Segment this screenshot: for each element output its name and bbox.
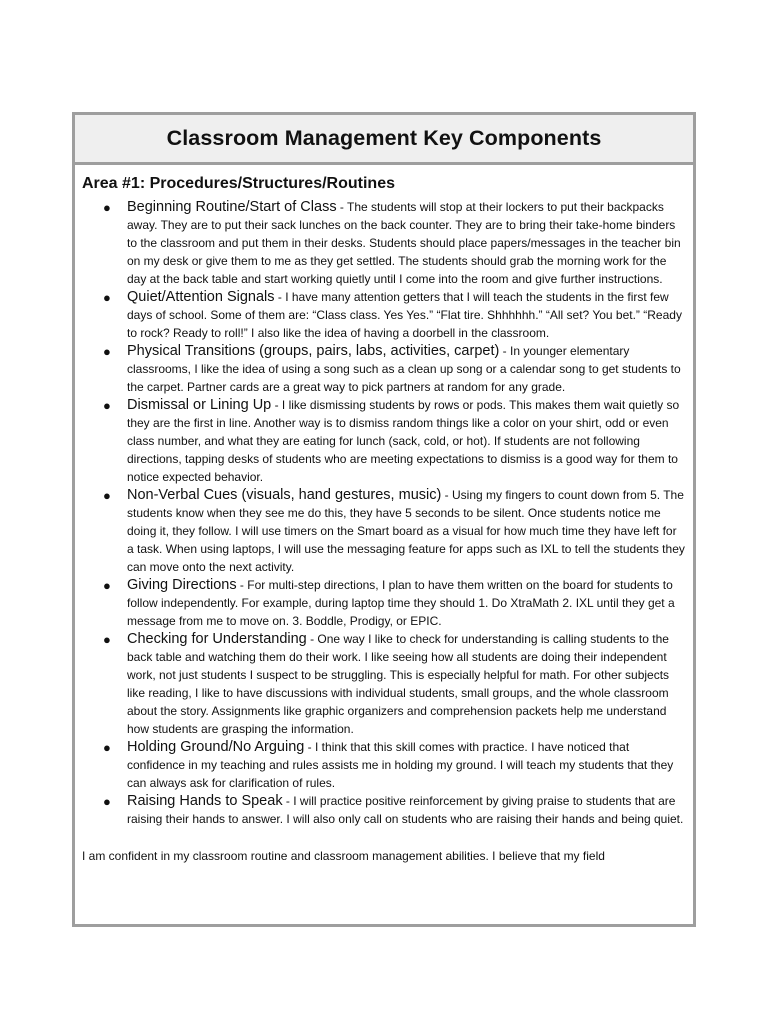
item-separator: - — [306, 632, 318, 646]
item-text: I think that this skill comes with practice. I have noticed that confidence in my teaching and rules assists me in holding my ground. I will teach my students that they can always ask for clarification of rules. — [127, 740, 674, 790]
item-text: Using my fingers to count down from 5. The students know when they see me do this, they have 5 seconds to be silent. Once students notice me doing it, they follow. I will use timers on the Smart board as a visual for how much time they have left for a task. When using laptops, I will use the messaging feature for apps such as IXL to tell the students they can move onto the next activity. — [127, 488, 685, 574]
bullet-icon: ● — [103, 632, 111, 647]
item-separator: - — [282, 794, 294, 808]
list-item — [81, 486, 687, 576]
item-text: For multi-step directions, I plan to have them written on the board for students to follow independently. For example, during laptop time they should 1. Do XtraMath 2. IXL until they get a message from me to move on. 3. Boddle, Prodigy, or EPIC. — [127, 578, 675, 628]
list-item — [81, 792, 687, 828]
item-separator: - — [441, 488, 452, 502]
item-separator: - — [236, 578, 248, 592]
item-text: I like dismissing students by rows or pods. This makes them wait quietly so they are the first in line. Another way is to dismiss random things like a color on your shirt, odd or even class number, and what they are eating for lunch (sack, cold, or hot). If students are not following directions, tapping desks of students who are meeting expectations to dismiss is a good way for them to notice expected behavior. — [127, 398, 680, 484]
item-text: One way I like to check for understanding is calling students to the back table and watching them do their work. I like seeing how all students are doing their independent work, not just students I suspect to be struggling. This is especially helpful for math. For other subjects like reading, I like to have discussions with individual students, small groups, and the whole classroom about the story. Assignments like graphic organizers and comprehension packets help me understand how students are grasping the information. — [127, 632, 670, 736]
list-item — [81, 288, 687, 342]
item-separator: - — [304, 740, 316, 754]
list-item — [81, 630, 687, 738]
item-title: Dismissal or Lining Up — [127, 397, 272, 413]
bullet-icon: ● — [103, 344, 111, 359]
bullet-icon: ● — [103, 488, 111, 503]
list-item — [81, 342, 687, 396]
content-cell — [75, 165, 693, 865]
bullet-icon: ● — [103, 794, 111, 809]
item-separator: - — [499, 344, 510, 358]
item-text: I have many attention getters that I will teach the students in the first few days of school. Some of them are: “Class class. Yes Yes.” “Flat tire. Shhhhhh.” “All set? You bet.” “Ready to rock? Ready to roll!” I also like the idea of having a doorbell in the classroom. — [127, 290, 682, 340]
bullet-icon: ● — [103, 200, 111, 215]
item-text: In younger elementary classrooms, I like the idea of using a song such as a clean up song or a calendar song to get students to the carpet. Partner cards are a great way to pick partners at random for any grade. — [127, 344, 681, 394]
bullet-icon: ● — [103, 578, 111, 593]
item-title: Beginning Routine/Start of Class — [127, 199, 337, 215]
item-separator: - — [336, 200, 348, 214]
list-item — [81, 576, 687, 630]
area-heading: Area #1: Procedures/Structures/Routines — [82, 175, 395, 192]
bullet-icon: ● — [103, 290, 111, 305]
component-list — [81, 198, 687, 828]
title-row — [75, 115, 693, 165]
item-separator: - — [271, 398, 282, 412]
item-title: Physical Transitions (groups, pairs, labs, activities, carpet) — [127, 343, 500, 359]
item-title: Quiet/Attention Signals — [127, 289, 275, 305]
item-title: Giving Directions — [127, 577, 237, 593]
bullet-icon: ● — [103, 398, 111, 413]
item-title: Holding Ground/No Arguing — [127, 739, 305, 755]
item-text: I will practice positive reinforcement by giving praise to students that are raising their hands to answer. I will also only call on students who are raising their hands and being quiet. — [127, 794, 684, 826]
list-item — [81, 198, 687, 288]
document-table — [72, 112, 696, 927]
item-title: Non-Verbal Cues (visuals, hand gestures, music) — [127, 487, 442, 503]
closing-paragraph: I am confident in my classroom routine and classroom management abilities. I believe that my field — [82, 849, 605, 863]
list-item — [81, 396, 687, 486]
bullet-icon: ● — [103, 740, 111, 755]
document-title: Classroom Management Key Components — [166, 126, 602, 150]
item-title: Raising Hands to Speak — [127, 793, 283, 809]
item-separator: - — [274, 290, 286, 304]
item-title: Checking for Understanding — [127, 631, 307, 647]
list-item — [81, 738, 687, 792]
item-text: The students will stop at their lockers to put their backpacks away. They are to put their sack lunches on the back counter. They are to bring their take-home binders to the classroom and put them in their desks. Students should place papers/messages in the teacher bin on my desk or give them to me as they get settled. The students should grab the morning work for the day at the back table and start working quietly until I come into the room and give further instructions. — [127, 200, 681, 286]
